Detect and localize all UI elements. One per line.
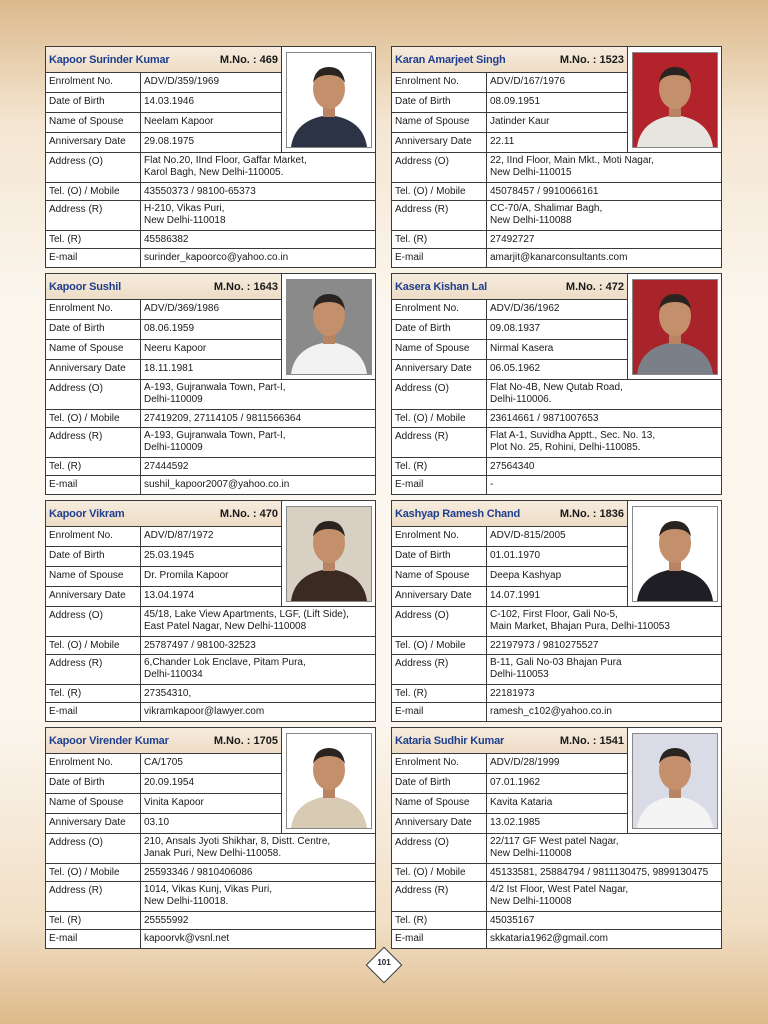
enrolment-value: ADV/D-815/2005	[490, 530, 566, 541]
member-photo	[632, 279, 718, 375]
anniversary-label: Anniversary Date	[46, 587, 141, 607]
office-tel-label: Tel. (O) / Mobile	[392, 410, 487, 427]
dob-value: 14.03.1946	[144, 96, 195, 107]
office-tel-label: Tel. (O) / Mobile	[46, 410, 141, 427]
member-name: Kapoor Sushil	[49, 280, 121, 293]
residence-tel-label: Tel. (R)	[392, 231, 487, 248]
membership-number: M.No. : 1523	[559, 53, 624, 66]
residence-tel-value: 27492727	[490, 234, 535, 245]
office-tel-label: Tel. (O) / Mobile	[392, 183, 487, 200]
office-address-value: C-102, First Floor, Gali No-5, Main Market, Bhajan Pura, Delhi-110053	[490, 609, 670, 632]
membership-number: M.No. : 1643	[213, 280, 278, 293]
member-photo	[286, 733, 372, 829]
office-tel-value: 43550373 / 98100-65373	[144, 186, 256, 197]
office-tel-value: 45133581, 25884794 / 9811130475, 9899130475	[490, 867, 709, 878]
member-header	[46, 501, 281, 527]
office-tel-label: Tel. (O) / Mobile	[46, 864, 141, 881]
office-tel-value: 45078457 / 9910066161	[490, 186, 599, 197]
dob-label: Date of Birth	[392, 547, 487, 566]
member-photo	[632, 506, 718, 602]
anniversary-value: 03.10	[144, 817, 170, 828]
enrolment-label: Enrolment No.	[46, 73, 141, 92]
office-address-value: Flat No.20, IInd Floor, Gaffar Market, Karol Bagh, New Delhi-110005.	[144, 155, 307, 178]
email-value[interactable]: vikramkapoor@lawyer.com	[144, 706, 265, 717]
member-card	[391, 727, 722, 949]
enrolment-value: ADV/D/167/1976	[490, 76, 566, 87]
office-address-label: Address (O)	[46, 380, 141, 409]
residence-address-value: 1014, Vikas Kunj, Vikas Puri, New Delhi-110018.	[144, 884, 273, 907]
member-photo	[632, 733, 718, 829]
residence-address-label: Address (R)	[392, 201, 487, 230]
email-value[interactable]: amarjit@kanarconsultants.com	[490, 252, 628, 263]
office-address-value: A-193, Gujranwala Town, Part-I, Delhi-110009	[144, 382, 286, 405]
office-tel-value: 27419209, 27114105 / 9811566364	[144, 413, 302, 424]
email-label: E-mail	[46, 930, 141, 948]
anniversary-value: 06.05.1962	[490, 363, 541, 374]
dob-value: 01.01.1970	[490, 550, 541, 561]
enrolment-value: CA/1705	[144, 757, 183, 768]
enrolment-label: Enrolment No.	[392, 754, 487, 773]
portrait-icon	[287, 734, 371, 828]
membership-number: M.No. : 1836	[559, 507, 624, 520]
dob-value: 09.08.1937	[490, 323, 541, 334]
office-address-label: Address (O)	[46, 607, 141, 636]
email-value[interactable]: surinder_kapoorco@yahoo.co.in	[144, 252, 289, 263]
office-address-label: Address (O)	[392, 153, 487, 182]
spouse-label: Name of Spouse	[46, 113, 141, 132]
office-address-label: Address (O)	[46, 834, 141, 863]
dob-label: Date of Birth	[46, 774, 141, 793]
member-name: Kapoor Surinder Kumar	[49, 53, 170, 66]
enrolment-label: Enrolment No.	[46, 754, 141, 773]
spouse-label: Name of Spouse	[46, 794, 141, 813]
anniversary-label: Anniversary Date	[46, 360, 141, 380]
member-photo	[286, 52, 372, 148]
office-tel-value: 22197973 / 9810275527	[490, 640, 599, 651]
member-name: Kapoor Virender Kumar	[49, 734, 169, 747]
residence-address-label: Address (R)	[46, 655, 141, 684]
member-card	[45, 273, 376, 495]
anniversary-value: 22.11	[490, 136, 515, 147]
email-label: E-mail	[46, 476, 141, 494]
office-tel-label: Tel. (O) / Mobile	[392, 637, 487, 654]
membership-number: M.No. : 469	[219, 53, 278, 66]
member-header	[46, 47, 281, 73]
portrait-icon	[287, 53, 371, 147]
member-name: Karan Amarjeet Singh	[395, 53, 506, 66]
member-card	[45, 46, 376, 268]
enrolment-label: Enrolment No.	[46, 527, 141, 546]
spouse-label: Name of Spouse	[392, 794, 487, 813]
residence-address-value: 6,Chander Lok Enclave, Pitam Pura, Delhi-110034	[144, 657, 306, 680]
member-header	[46, 728, 281, 754]
membership-number: M.No. : 1541	[559, 734, 624, 747]
residence-tel-value: 27564340	[490, 461, 535, 472]
email-label: E-mail	[392, 930, 487, 948]
email-value[interactable]: skkataria1962@gmail.com	[490, 933, 608, 944]
dob-label: Date of Birth	[392, 320, 487, 339]
spouse-label: Name of Spouse	[46, 567, 141, 586]
residence-tel-label: Tel. (R)	[392, 912, 487, 929]
residence-address-label: Address (R)	[392, 882, 487, 911]
residence-tel-label: Tel. (R)	[46, 912, 141, 929]
member-card	[391, 46, 722, 268]
office-tel-label: Tel. (O) / Mobile	[46, 637, 141, 654]
office-address-value: 210, Ansals Jyoti Shikhar, 8, Distt. Centre, Janak Puri, New Delhi-110058.	[144, 836, 331, 859]
dob-value: 08.09.1951	[490, 96, 541, 107]
residence-tel-label: Tel. (R)	[46, 231, 141, 248]
enrolment-value: ADV/D/369/1986	[144, 303, 220, 314]
residence-tel-label: Tel. (R)	[392, 458, 487, 475]
email-value[interactable]: ramesh_c102@yahoo.co.in	[490, 706, 612, 717]
office-tel-label: Tel. (O) / Mobile	[46, 183, 141, 200]
membership-number: M.No. : 1705	[213, 734, 278, 747]
spouse-label: Name of Spouse	[392, 113, 487, 132]
portrait-icon	[633, 53, 717, 147]
office-address-label: Address (O)	[392, 607, 487, 636]
member-header	[46, 274, 281, 300]
portrait-icon	[633, 280, 717, 374]
enrolment-value: ADV/D/36/1962	[490, 303, 560, 314]
email-label: E-mail	[46, 249, 141, 267]
member-card	[391, 500, 722, 722]
residence-address-value: 4/2 Ist Floor, West Patel Nagar, New Delhi-110008	[490, 884, 629, 907]
anniversary-label: Anniversary Date	[392, 133, 487, 153]
residence-tel-label: Tel. (R)	[46, 685, 141, 702]
spouse-value: Nirmal Kasera	[490, 343, 554, 354]
spouse-label: Name of Spouse	[392, 340, 487, 359]
anniversary-label: Anniversary Date	[392, 360, 487, 380]
email-label: E-mail	[392, 476, 487, 494]
residence-tel-value: 22181973	[490, 688, 535, 699]
spouse-label: Name of Spouse	[392, 567, 487, 586]
dob-label: Date of Birth	[392, 93, 487, 112]
portrait-icon	[287, 280, 371, 374]
email-label: E-mail	[46, 703, 141, 721]
enrolment-value: ADV/D/87/1972	[144, 530, 214, 541]
membership-number: M.No. : 470	[219, 507, 278, 520]
residence-tel-value: 25555992	[144, 915, 189, 926]
member-header	[392, 728, 627, 754]
residence-address-value: B-11, Gali No-03 Bhajan Pura Delhi-110053	[490, 657, 622, 680]
anniversary-value: 13.02.1985	[490, 817, 541, 828]
email-value[interactable]: kapoorvk@vsnl.net	[144, 933, 230, 944]
office-address-value: 45/18, Lake View Apartments, LGF, (Lift Side), East Patel Nagar, New Delhi-110008	[144, 609, 349, 632]
office-address-label: Address (O)	[46, 153, 141, 182]
dob-value: 08.06.1959	[144, 323, 195, 334]
portrait-icon	[633, 734, 717, 828]
member-card	[45, 727, 376, 949]
spouse-value: Neeru Kapoor	[144, 343, 207, 354]
email-value[interactable]: sushil_kapoor2007@yahoo.co.in	[144, 479, 290, 490]
portrait-icon	[287, 507, 371, 601]
anniversary-value: 29.08.1975	[144, 136, 195, 147]
residence-address-label: Address (R)	[392, 428, 487, 457]
residence-address-label: Address (R)	[46, 201, 141, 230]
enrolment-label: Enrolment No.	[392, 527, 487, 546]
residence-address-value: Flat A-1, Suvidha Apptt., Sec. No. 13, Plot No. 25, Rohini, Delhi-110085.	[490, 430, 656, 453]
spouse-label: Name of Spouse	[46, 340, 141, 359]
residence-address-value: A-193, Gujranwala Town, Part-I, Delhi-110009	[144, 430, 286, 453]
dob-label: Date of Birth	[46, 93, 141, 112]
member-photo	[286, 279, 372, 375]
spouse-value: Kavita Kataria	[490, 797, 553, 808]
dob-label: Date of Birth	[392, 774, 487, 793]
member-name: Kapoor Vikram	[49, 507, 125, 520]
member-photo	[632, 52, 718, 148]
residence-address-value: H-210, Vikas Puri, New Delhi-110018	[144, 203, 226, 226]
member-header	[392, 501, 627, 527]
enrolment-label: Enrolment No.	[46, 300, 141, 319]
office-tel-value: 23614661 / 9871007653	[490, 413, 599, 424]
member-card	[45, 500, 376, 722]
dob-value: 25.03.1945	[144, 550, 195, 561]
anniversary-label: Anniversary Date	[46, 814, 141, 834]
spouse-value: Neelam Kapoor	[144, 116, 214, 127]
residence-tel-label: Tel. (R)	[392, 685, 487, 702]
email-label: E-mail	[392, 249, 487, 267]
member-photo	[286, 506, 372, 602]
office-tel-value: 25593346 / 9810406086	[144, 867, 253, 878]
email-value[interactable]: -	[490, 479, 494, 490]
residence-tel-value: 45586382	[144, 234, 189, 245]
spouse-value: Vinita Kapoor	[144, 797, 204, 808]
membership-number: M.No. : 472	[565, 280, 624, 293]
dob-label: Date of Birth	[46, 547, 141, 566]
enrolment-value: ADV/D/359/1969	[144, 76, 220, 87]
enrolment-value: ADV/D/28/1999	[490, 757, 560, 768]
residence-address-value: CC-70/A, Shalimar Bagh, New Delhi-110088	[490, 203, 603, 226]
residence-tel-value: 45035167	[490, 915, 535, 926]
residence-tel-label: Tel. (R)	[46, 458, 141, 475]
office-address-value: Flat No-4B, New Qutab Road, Delhi-110006.	[490, 382, 623, 405]
office-address-value: 22/117 GF West patel Nagar, New Delhi-110008	[490, 836, 619, 859]
spouse-value: Dr. Promila Kapoor	[144, 570, 229, 581]
dob-value: 20.09.1954	[144, 777, 195, 788]
anniversary-value: 13.04.1974	[144, 590, 195, 601]
member-name: Kashyap Ramesh Chand	[395, 507, 520, 520]
residence-tel-value: 27354310,	[144, 688, 192, 699]
anniversary-value: 18.11.1981	[144, 363, 194, 374]
office-address-value: 22, IInd Floor, Main Mkt., Moti Nagar, New Delhi-110015	[490, 155, 654, 178]
anniversary-label: Anniversary Date	[392, 587, 487, 607]
dob-label: Date of Birth	[46, 320, 141, 339]
member-header	[392, 47, 627, 73]
member-name: Kasera Kishan Lal	[395, 280, 487, 293]
office-address-label: Address (O)	[392, 834, 487, 863]
anniversary-label: Anniversary Date	[392, 814, 487, 834]
enrolment-label: Enrolment No.	[392, 300, 487, 319]
residence-address-label: Address (R)	[46, 428, 141, 457]
office-tel-label: Tel. (O) / Mobile	[392, 864, 487, 881]
email-label: E-mail	[392, 703, 487, 721]
office-address-label: Address (O)	[392, 380, 487, 409]
residence-tel-value: 27444592	[144, 461, 189, 472]
anniversary-value: 14.07.1991	[490, 590, 541, 601]
enrolment-label: Enrolment No.	[392, 73, 487, 92]
residence-address-label: Address (R)	[46, 882, 141, 911]
office-tel-value: 25787497 / 98100-32523	[144, 640, 256, 651]
member-card	[391, 273, 722, 495]
member-header	[392, 274, 627, 300]
anniversary-label: Anniversary Date	[46, 133, 141, 153]
spouse-value: Deepa Kashyap	[490, 570, 562, 581]
spouse-value: Jatinder Kaur	[490, 116, 550, 127]
portrait-icon	[633, 507, 717, 601]
dob-value: 07.01.1962	[490, 777, 541, 788]
page-number: 101	[377, 958, 391, 967]
member-name: Kataria Sudhir Kumar	[395, 734, 505, 747]
residence-address-label: Address (R)	[392, 655, 487, 684]
